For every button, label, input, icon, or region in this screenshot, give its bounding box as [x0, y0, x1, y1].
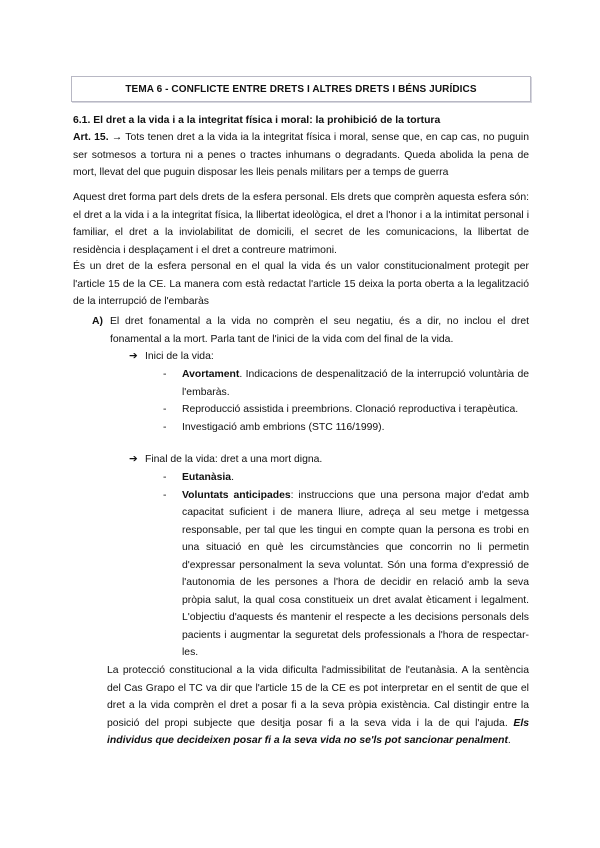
paragraph-end: . [507, 735, 511, 746]
arrow-icon: → [111, 132, 123, 143]
list-item [163, 419, 529, 437]
paragraph-proteccio-constitucional [107, 662, 529, 750]
bullet-bold: Avortament [182, 369, 240, 380]
arrow-right-icon: ➔ [129, 454, 138, 465]
page-title-text: TEMA 6 - CONFLICTE ENTRE DRETS I ALTRES DRETS I BÉNS JURÍDICS [125, 83, 477, 95]
inici-de-la-vida [129, 348, 214, 366]
dash-icon: - [163, 489, 167, 501]
list-item-a-text: El dret fonamental a la vida no comprèn el seu negatiu, és a dir, no inclou el dret fonamental a la mort. Parla tant de l'inici de la vida com del final de la vida. [110, 316, 529, 345]
bullet-bold: Eutanàsia [182, 472, 232, 483]
bullet-text: Reproducció assistida i preembrions. Clonació reproductiva i terapèutica. [182, 404, 519, 415]
paragraph-valor-constitucional: És un dret de la esfera personal en el qual la vida és un valor constitucionalment protegit per l'article 15 de la CE. La manera com està redactat l'article 15 deixa la porta oberta a la legalització de la interrupció de l'embaràs [73, 261, 529, 307]
section-heading: 6.1. El dret a la vida i a la integritat física i moral: la prohibició de la tortura [73, 115, 441, 126]
bullet-text: Investigació amb embrions (STC 116/1999). [182, 421, 385, 433]
final-de-la-vida [129, 451, 322, 469]
bullet-text: : instruccions que una persona major d'edat amb capacitat suficient i de manera lliure, adreça al seu metge i metgessa responsable, per tal que les tingui en compte quan la persona es trobi en una situació en què les circumstàncies que concorrin no li permetin d'expressar personalment la seva voluntat. Són una forma d'expressió de l'autonomia de les persones a l'hora de decidir en relació amb la seva pròpia salut, la qual cosa constitueix un dret avalat èticament i legalment. L'objectiu d'aquests és mantenir el respecte a les decisions personals dels pacients i augmentar la seguretat dels professionals a l'hora de respectar-les. [182, 489, 529, 658]
page-title [71, 76, 531, 102]
emphasis-text: Els individus que decideixen posar fi a la seva vida no se'ls pot sancionar penalment [107, 717, 529, 746]
paragraph-esfera-personal: Aquest dret forma part dels drets de la esfera personal. Els drets que comprèn aquesta esfera són: el dret a la vida i a la integritat física, la llibertat ideològica, el dret a l'honor i a la intimitat personal i familiar, el dret a la inviolabilitat de domicili, el secret de les comunicacions, la llibertat de residència i desplaçament i el dret a contreure matrimoni. [73, 192, 529, 256]
dash-icon: - [163, 404, 167, 415]
article-15 [73, 129, 529, 182]
article-text: Tots tenen dret a la vida ia la integritat física i moral, sense que, en cap cas, no puguin ser sotmesos a tortura ni a penes o tractes inhumans o degradants. Queda abolida la pena de mort, llevat del que puguin disposar les lleis penals militars per a temps de guerra [73, 132, 530, 178]
list-marker-a: A) [92, 316, 103, 327]
inici-label: Inici de la vida: [145, 351, 214, 362]
list-item [163, 366, 529, 401]
list-item-a [92, 313, 529, 348]
final-label: Final de la vida: dret a una mort digna. [145, 454, 323, 465]
final-bullet-list [163, 469, 529, 662]
bullet-bold: Voluntats anticipades [182, 489, 291, 501]
dash-icon: - [163, 472, 167, 483]
list-item [163, 401, 529, 419]
bullet-text: . Indicacions de despenalització de la interrupció voluntària de l'embaràs. [182, 369, 529, 398]
dash-icon: - [163, 369, 167, 380]
arrow-right-icon: ➔ [129, 351, 138, 362]
list-item [163, 487, 529, 662]
inici-bullet-list [163, 366, 529, 436]
paragraph-text: La protecció constitucional a la vida dificulta l'admissibilitat de l'eutanàsia. A la sentència del Cas Grapo el TC va dir que l'article 15 de la CE es pot interpretar en el sentit de que el dret a la vida comprèn el dret a posar fi a la seva pròpia existència. Cal distingir entre la posició del propi subjecte que desitja posar fi a la seva vida i la de qui l'ajuda. [107, 665, 529, 729]
article-label: Art. 15. [73, 132, 109, 143]
bullet-text: . [231, 472, 234, 483]
list-item [163, 469, 529, 487]
dash-icon: - [163, 421, 167, 433]
